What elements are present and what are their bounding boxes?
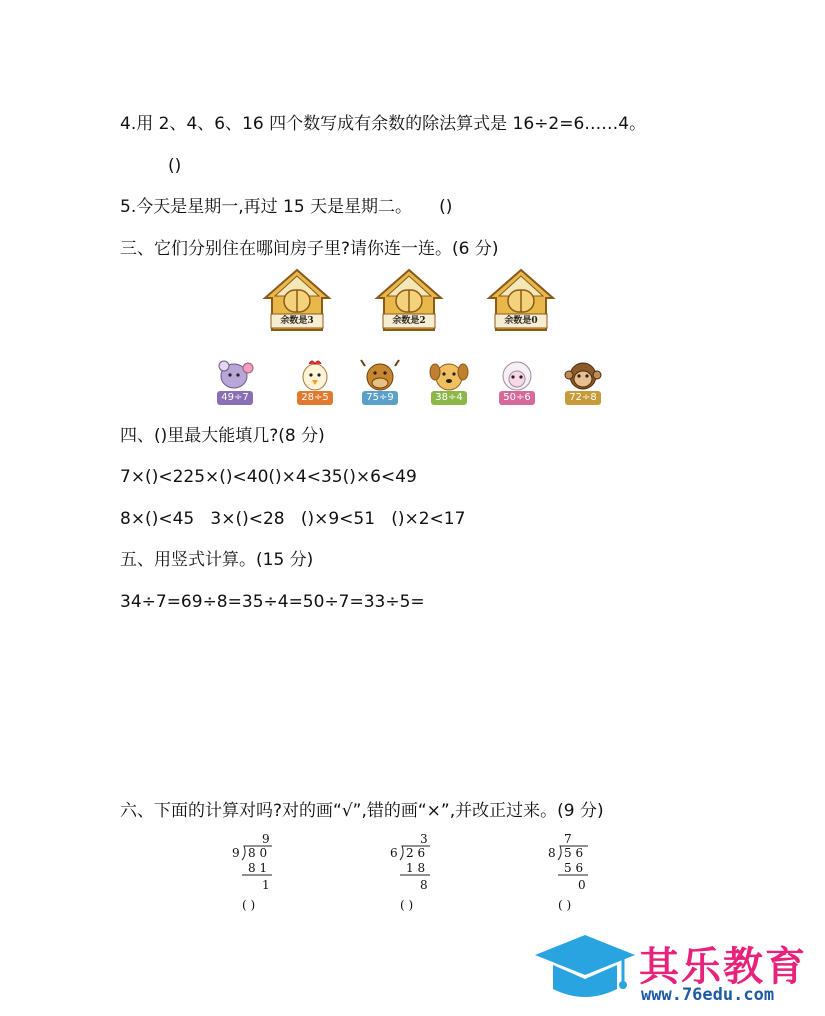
- long-division-problem-1: [228, 832, 298, 912]
- house-remainder-3[interactable]: [262, 268, 332, 332]
- division-expression: 28÷5: [297, 391, 333, 405]
- house-label: 余数是3: [280, 316, 314, 326]
- division-expression: 50÷6: [499, 391, 535, 405]
- remainder: 1: [262, 878, 270, 892]
- dividend: 5 6: [564, 846, 584, 860]
- section-5-title: 五、用竖式计算。(15 分): [120, 550, 314, 570]
- division-expression: 49÷7: [217, 391, 253, 405]
- brand-url: www.76edu.com: [641, 985, 775, 1005]
- question-5-text: 5.今天是星期一,再过 15 天是星期二。 (): [120, 197, 453, 217]
- dividend: 2 6: [406, 846, 426, 860]
- question-4-text: 4.用 2、4、6、16 四个数写成有余数的除法算式是 16÷2=6……4。: [120, 114, 647, 134]
- animal-chicken[interactable]: [292, 358, 338, 408]
- product: 8 1: [248, 861, 268, 875]
- quotient: 9: [262, 832, 270, 846]
- remainder: 0: [578, 878, 586, 892]
- animal-mouse[interactable]: [212, 358, 258, 408]
- section-5-row: 34÷7=69÷8=35÷4=50÷7=33÷5=: [120, 592, 425, 612]
- section-4-title: 四、()里最大能填几?(8 分): [120, 426, 325, 446]
- animal-row: [212, 358, 612, 408]
- animal-sheep[interactable]: [494, 358, 540, 408]
- house-label: 余数是2: [392, 316, 426, 326]
- long-division-problem-2: [386, 832, 456, 912]
- answer-paren: ( ): [242, 898, 256, 912]
- graduation-cap-icon: [533, 935, 637, 1011]
- animal-cow[interactable]: [357, 358, 403, 408]
- divisor: 6: [390, 846, 398, 860]
- brand-logo: [533, 935, 818, 1011]
- quotient: 3: [420, 832, 428, 846]
- dividend: 8 0: [248, 846, 268, 860]
- divisor: 8: [548, 846, 556, 860]
- answer-paren: ( ): [558, 898, 572, 912]
- house-remainder-0[interactable]: [486, 268, 556, 332]
- animal-dog[interactable]: [426, 358, 472, 408]
- product: 5 6: [564, 861, 584, 875]
- house-remainder-2[interactable]: [374, 268, 444, 332]
- quotient: 7: [564, 832, 572, 846]
- house-row: [262, 268, 562, 332]
- section-3-title: 三、它们分别住在哪间房子里?请你连一连。(6 分): [120, 239, 499, 259]
- division-expression: 75÷9: [362, 391, 398, 405]
- house-label: 余数是0: [504, 316, 538, 326]
- section-6-title: 六、下面的计算对吗?对的画“√”,错的画“×”,并改正过来。(9 分): [120, 801, 604, 821]
- section-4-row-2: 8×()<45 3×()<28 ()×9<51 ()×2<17: [120, 509, 466, 529]
- animal-monkey[interactable]: [560, 358, 606, 408]
- brand-name: 其乐教育: [639, 944, 807, 990]
- product: 1 8: [406, 861, 426, 875]
- division-expression: 38÷4: [431, 391, 467, 405]
- answer-paren: ( ): [400, 898, 414, 912]
- question-4-answer-paren: (): [168, 156, 182, 176]
- divisor: 9: [232, 846, 240, 860]
- section-4-row-1: 7×()<225×()<40()×4<35()×6<49: [120, 467, 417, 487]
- remainder: 8: [420, 878, 428, 892]
- division-expression: 72÷8: [565, 391, 601, 405]
- long-division-problem-3: [544, 832, 614, 912]
